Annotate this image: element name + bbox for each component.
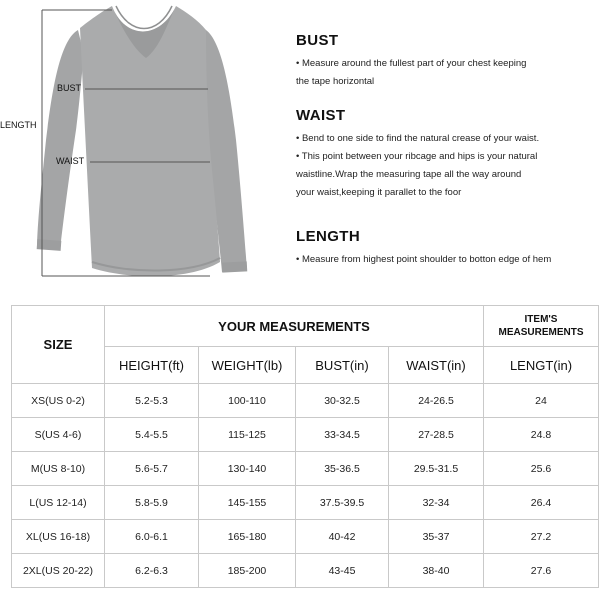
table-cell: 27-28.5 xyxy=(389,418,484,452)
table-cell: 25.6 xyxy=(484,452,599,486)
size-cell: 2XL(US 20-22) xyxy=(12,554,105,588)
figure-label-length: LENGTH xyxy=(0,120,37,130)
table-cell: 6.2-6.3 xyxy=(105,554,199,588)
figure-label-waist: WAIST xyxy=(56,156,85,166)
bust-line-2: the tape horizontal xyxy=(296,76,375,87)
table-cell: 24.8 xyxy=(484,418,599,452)
table-row xyxy=(12,418,599,452)
table-cell: 35-37 xyxy=(389,520,484,554)
table-cell: 38-40 xyxy=(389,554,484,588)
column-header-waist: WAIST(in) xyxy=(389,347,484,384)
table-cell: 26.4 xyxy=(484,486,599,520)
table-row xyxy=(12,520,599,554)
table-cell: 37.5-39.5 xyxy=(296,486,389,520)
table-cell: 145-155 xyxy=(199,486,296,520)
table-row xyxy=(12,554,599,588)
table-row xyxy=(12,486,599,520)
length-instructions xyxy=(296,228,596,269)
column-header-weight: WEIGHT(lb) xyxy=(199,347,296,384)
item-measurements-header: ITEM'S MEASUREMENTS xyxy=(484,306,599,347)
waist-heading: WAIST xyxy=(296,107,346,124)
bust-instructions xyxy=(296,32,596,91)
figure-label-bust: BUST xyxy=(57,83,82,93)
shirt-measurement-figure xyxy=(0,0,290,290)
table-cell: 24-26.5 xyxy=(389,384,484,418)
table-cell: 185-200 xyxy=(199,554,296,588)
size-header: SIZE xyxy=(12,306,105,384)
table-cell: 5.4-5.5 xyxy=(105,418,199,452)
table-cell: 5.6-5.7 xyxy=(105,452,199,486)
table-cell: 5.2-5.3 xyxy=(105,384,199,418)
left-sleeve xyxy=(37,30,84,250)
waist-line-2: • This point between your ribcage and hips is your natural xyxy=(296,151,538,162)
table-cell: 5.8-5.9 xyxy=(105,486,199,520)
bust-line-1: • Measure around the fullest part of your chest keeping xyxy=(296,58,527,69)
waist-line-4: your waist,keeping it parallet to the foor xyxy=(296,187,462,198)
size-cell: L(US 12-14) xyxy=(12,486,105,520)
length-line-1: • Measure from highest point shoulder to botton edge of hem xyxy=(296,254,552,265)
table-cell: 6.0-6.1 xyxy=(105,520,199,554)
your-measurements-header: YOUR MEASUREMENTS xyxy=(105,306,484,347)
table-cell: 32-34 xyxy=(389,486,484,520)
size-chart-table xyxy=(11,305,598,586)
waist-instructions xyxy=(296,107,596,202)
table-cell: 33-34.5 xyxy=(296,418,389,452)
size-cell: S(US 4-6) xyxy=(12,418,105,452)
bust-heading: BUST xyxy=(296,32,339,49)
column-header-height: HEIGHT(ft) xyxy=(105,347,199,384)
table-cell: 43-45 xyxy=(296,554,389,588)
shirt-illustration xyxy=(0,0,290,290)
table-cell: 29.5-31.5 xyxy=(389,452,484,486)
table-cell: 27.2 xyxy=(484,520,599,554)
table-row xyxy=(12,452,599,486)
waist-line-1: • Bend to one side to find the natural crease of your waist. xyxy=(296,133,540,144)
table-cell: 100-110 xyxy=(199,384,296,418)
column-header-bust: BUST(in) xyxy=(296,347,389,384)
size-cell: XS(US 0-2) xyxy=(12,384,105,418)
length-heading: LENGTH xyxy=(296,228,361,245)
table-row xyxy=(12,384,599,418)
table-cell: 40-42 xyxy=(296,520,389,554)
size-cell: M(US 8-10) xyxy=(12,452,105,486)
table-cell: 35-36.5 xyxy=(296,452,389,486)
table-cell: 115-125 xyxy=(199,418,296,452)
table-cell: 27.6 xyxy=(484,554,599,588)
table-cell: 30-32.5 xyxy=(296,384,389,418)
table-cell: 24 xyxy=(484,384,599,418)
size-cell: XL(US 16-18) xyxy=(12,520,105,554)
table-cell: 165-180 xyxy=(199,520,296,554)
column-header-length: LENGT(in) xyxy=(484,347,599,384)
waist-line-3: waistline.Wrap the measuring tape all the way around xyxy=(296,169,522,180)
table-cell: 130-140 xyxy=(199,452,296,486)
